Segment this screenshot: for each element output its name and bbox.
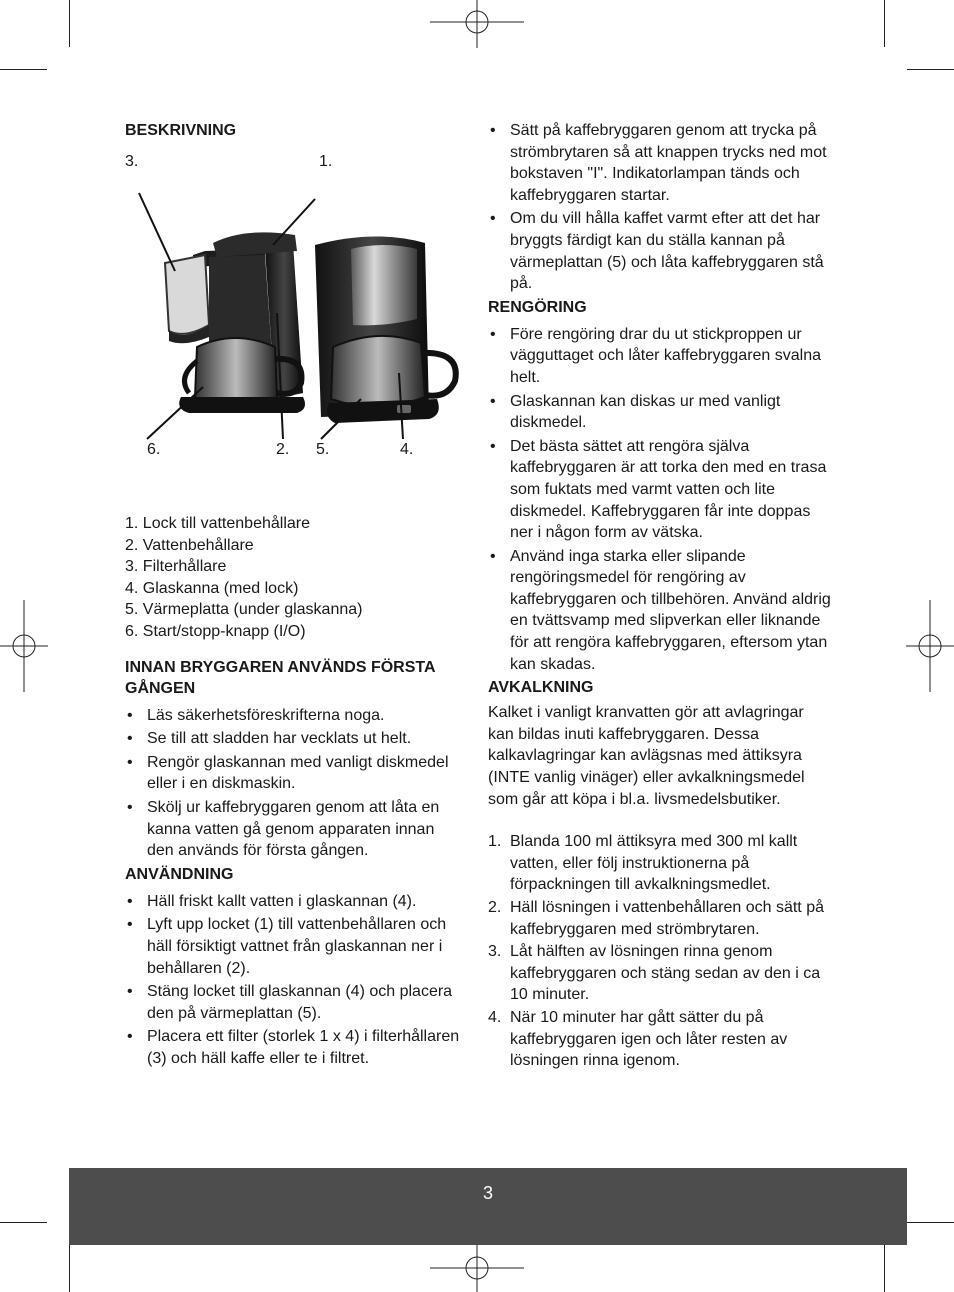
section-heading-rengoring: RENGÖRING (488, 298, 587, 316)
step-text: Häll lösningen i vattenbehållaren och sätt på kaffebryggaren med strömbrytaren. (510, 899, 824, 938)
list-item: • Skölj ur kaffebryggaren genom att låta en kanna vatten gå genom apparaten innan den används för första gången. (125, 797, 465, 862)
registration-mark-icon (0, 600, 48, 692)
crop-mark (907, 1222, 954, 1223)
list-item: • Om du vill hålla kaffet varmt efter att det har bryggts färdigt kan du ställa kannan på värmeplattan (5) och låta kaffebryggaren stå på. (488, 208, 833, 294)
list-item: • Häll friskt kallt vatten i glaskannan (4). (125, 891, 465, 913)
list-item: • Använd inga starka eller slipande rengöringsmedel för rengöring av kaffebryggaren och tillbehören. Använd aldrig en tvättsvamp med slipverkan eller liknande för att rengöra kaffebryggaren, eftersom ytan kan skadas. (488, 546, 833, 676)
figure-label-5: 5. (316, 441, 330, 458)
list-item: 5. Värmeplatta (under glaskanna) (125, 601, 363, 619)
anvandning-list-continued (488, 120, 833, 295)
list-item: 1. Lock till vattenbehållare (125, 515, 310, 532)
list-item: • Läs säkerhetsföreskrifterna noga. (125, 705, 465, 727)
list-item (488, 941, 833, 1006)
figure-label-1: 1. (319, 153, 333, 170)
list-item: 2. Vattenbehållare (125, 536, 254, 554)
figure-label-3: 3. (125, 153, 139, 170)
section-heading-beskrivning: BESKRIVNING (125, 122, 237, 139)
list-item: 4. Glaskanna (med lock) (125, 579, 299, 597)
step-text: När 10 minuter har gått sätter du på kaffebryggaren igen och låter resten av lösningen rinna igenom. (510, 1008, 788, 1070)
list-item (488, 897, 833, 940)
step-number: 4. (488, 1008, 502, 1026)
registration-mark-icon (430, 0, 524, 48)
list-item: • Placera ett filter (storlek 1 x 4) i filterhållaren (3) och häll kaffe eller te i filtret. (125, 1026, 465, 1069)
section-heading-avkalkning: AVKALKNING (488, 679, 594, 697)
section-heading-anvandning: ANVÄNDNING (125, 865, 234, 883)
list-item: • Lyft upp locket (1) till vattenbehållaren och häll försiktigt vattnet från glaskannan ner i behållaren (2). (125, 914, 465, 979)
section-heading-innan: INNAN BRYGGAREN ANVÄNDS FÖRSTA GÅNGEN (125, 658, 435, 697)
rengoring-list (488, 324, 833, 676)
innan-list (125, 705, 465, 862)
crop-mark (69, 0, 70, 47)
crop-mark (0, 1222, 47, 1223)
figure-label-4: 4. (400, 441, 414, 458)
step-text: Låt hälften av lösningen rinna genom kaffebryggaren och stäng sedan av den i ca 10 minuter. (510, 943, 821, 1004)
list-item: • Stäng locket till glaskannan (4) och placera den på värmeplattan (5). (125, 981, 465, 1024)
step-number: 2. (488, 899, 502, 916)
list-item: 3. Filterhållare (125, 558, 227, 576)
page-number: 3 (482, 1183, 493, 1203)
list-item (488, 1007, 833, 1072)
list-item: • Rengör glaskannan med vanligt diskmedel eller i en diskmaskin. (125, 752, 465, 795)
list-item (488, 831, 833, 896)
figure-label-2: 2. (276, 441, 290, 458)
coffee-maker-figure (125, 147, 465, 487)
crop-mark (0, 69, 47, 70)
crop-mark (884, 1245, 885, 1292)
avkalkning-intro: Kalket i vanligt kranvatten gör att avlagringar kan bildas inuti kaffebryggaren. Dessa kalkavlagringar kan avlägsnas med ättiksyra (INTE vanlig vinäger) eller avkalkningsmedel som går att köpa i bl.a. livsmedelsbutiker. (488, 704, 805, 808)
page-footer (69, 1168, 907, 1245)
crop-mark (69, 1245, 70, 1292)
list-item: • Glaskannan kan diskas ur med vanligt diskmedel. (488, 391, 833, 434)
anvandning-list (125, 891, 465, 1070)
figure-label-6: 6. (147, 441, 161, 458)
right-column (488, 120, 833, 1073)
step-number: 3. (488, 943, 502, 961)
registration-mark-icon (430, 1244, 524, 1292)
step-text: Blanda 100 ml ättiksyra med 300 ml kallt vatten, eller följ instruktionerna på förpackningen till avkalkningsmedlet. (510, 833, 798, 894)
list-item: • Det bästa sättet att rengöra själva kaffebryggaren är att torka den med en trasa som fuktats med varmt vatten och lite diskmedel. Kaffebryggaren får inte doppas ner i någon form av vätska. (488, 436, 833, 544)
crop-mark (884, 0, 885, 47)
list-item: • Se till att sladden har vecklats ut helt. (125, 728, 465, 750)
crop-mark (907, 69, 954, 70)
step-number: 1. (488, 833, 502, 851)
coffee-maker-illustration (125, 147, 465, 487)
avkalkning-steps (488, 831, 833, 1072)
registration-mark-icon (906, 600, 954, 692)
list-item: 6. Start/stopp-knapp (I/O) (125, 622, 306, 640)
parts-list (125, 513, 465, 643)
list-item: • Sätt på kaffebryggaren genom att trycka på strömbrytaren så att knappen trycks ned mot bokstaven "I". Indikatorlampan tänds och kaffebryggaren startar. (488, 120, 833, 206)
left-column (125, 120, 465, 1071)
list-item: • Före rengöring drar du ut stickproppen ur vägguttaget och låter kaffebryggaren svalna helt. (488, 324, 833, 389)
